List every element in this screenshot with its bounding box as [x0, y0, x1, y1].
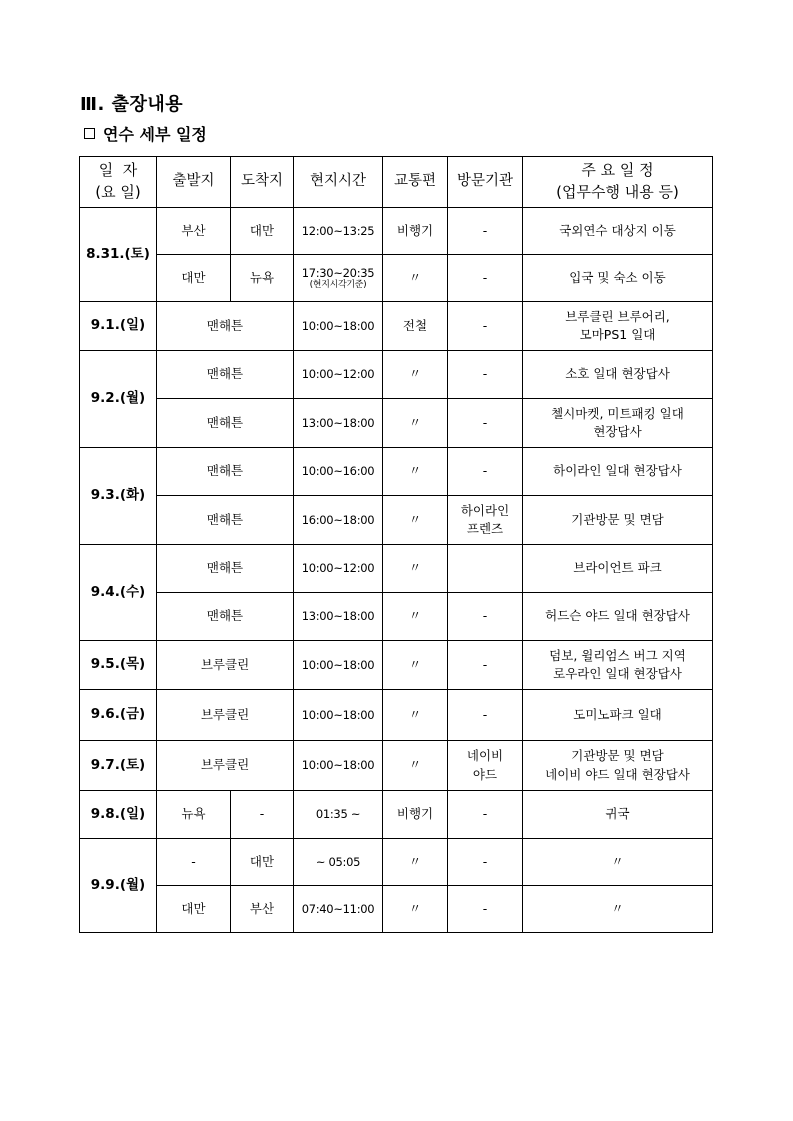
- transport-cell: 〃: [383, 886, 448, 933]
- time-cell: ~ 05:05: [294, 839, 383, 886]
- transport-cell: 〃: [383, 351, 448, 399]
- square-bullet-icon: [84, 128, 95, 139]
- date-cell: 9.8.(일): [80, 791, 157, 839]
- table-row: [80, 741, 713, 791]
- main-schedule-cell: 〃: [523, 886, 713, 933]
- place-cell: 브루클린: [157, 690, 294, 741]
- visit-cell: -: [448, 886, 523, 933]
- date-cell: 9.2.(월): [80, 351, 157, 448]
- departure-cell: -: [157, 839, 231, 886]
- arrival-cell: 대만: [231, 208, 294, 255]
- table-row: [80, 545, 713, 593]
- table-header-row: [80, 157, 713, 208]
- visit-cell: 네이비 야드: [448, 741, 523, 791]
- visit-cell: -: [448, 641, 523, 690]
- visit-cell: [448, 545, 523, 593]
- visit-cell: -: [448, 448, 523, 496]
- place-cell: 맨해튼: [157, 399, 294, 448]
- visit-cell: -: [448, 690, 523, 741]
- transport-cell: 〃: [383, 741, 448, 791]
- header-arrival: 도착지: [231, 157, 294, 208]
- time-cell: 13:00~18:00: [294, 399, 383, 448]
- main-schedule-cell: 〃: [523, 839, 713, 886]
- time-cell: 07:40~11:00: [294, 886, 383, 933]
- table-row: [80, 690, 713, 741]
- schedule-table: [79, 156, 713, 933]
- arrival-cell: 부산: [231, 886, 294, 933]
- visit-cell: -: [448, 791, 523, 839]
- subsection-title-text: 연수 세부 일정: [103, 125, 207, 144]
- main-schedule-cell: 국외연수 대상지 이동: [523, 208, 713, 255]
- place-cell: 맨해튼: [157, 593, 294, 641]
- visit-cell: -: [448, 302, 523, 351]
- time-cell: 17:30~20:35 (현지시각기준): [294, 255, 383, 302]
- place-cell: 브루클린: [157, 641, 294, 690]
- main-schedule-cell: 하이라인 일대 현장답사: [523, 448, 713, 496]
- main-schedule-cell: 브루클린 브루어리, 모마PS1 일대: [523, 302, 713, 351]
- visit-cell: 하이라인 프렌즈: [448, 496, 523, 545]
- main-schedule-cell: 귀국: [523, 791, 713, 839]
- header-main-schedule: 주 요 일 정 (업무수행 내용 등): [523, 157, 713, 208]
- transport-cell: 〃: [383, 448, 448, 496]
- departure-cell: 대만: [157, 255, 231, 302]
- time-note: (현지시각기준): [309, 280, 367, 291]
- time-cell: 13:00~18:00: [294, 593, 383, 641]
- transport-cell: 〃: [383, 690, 448, 741]
- place-cell: 맨해튼: [157, 496, 294, 545]
- arrival-cell: 뉴욕: [231, 255, 294, 302]
- subsection-title: [84, 122, 207, 145]
- table-row: [80, 351, 713, 399]
- visit-cell: -: [448, 399, 523, 448]
- main-schedule-cell: 입국 및 숙소 이동: [523, 255, 713, 302]
- time-cell: 10:00~12:00: [294, 351, 383, 399]
- time-cell: 10:00~18:00: [294, 302, 383, 351]
- table-row: [80, 496, 713, 545]
- table-row: [80, 641, 713, 690]
- transport-cell: 전철: [383, 302, 448, 351]
- time-cell: 10:00~18:00: [294, 641, 383, 690]
- header-local-time: 현지시간: [294, 157, 383, 208]
- main-schedule-cell: 기관방문 및 면담 네이비 야드 일대 현장답사: [523, 741, 713, 791]
- time-cell: 10:00~18:00: [294, 741, 383, 791]
- arrival-cell: -: [231, 791, 294, 839]
- place-cell: 맨해튼: [157, 448, 294, 496]
- departure-cell: 대만: [157, 886, 231, 933]
- section-title: Ⅲ. 출장내용: [80, 94, 184, 115]
- transport-cell: 〃: [383, 593, 448, 641]
- table-row: [80, 839, 713, 886]
- table-row: [80, 886, 713, 933]
- table-row: [80, 791, 713, 839]
- table-row: [80, 302, 713, 351]
- main-schedule-cell: 허드슨 야드 일대 현장답사: [523, 593, 713, 641]
- visit-cell: -: [448, 255, 523, 302]
- table-row: [80, 255, 713, 302]
- main-schedule-cell: 소호 일대 현장답사: [523, 351, 713, 399]
- transport-cell: 비행기: [383, 208, 448, 255]
- main-schedule-cell: 도미노파크 일대: [523, 690, 713, 741]
- table-row: [80, 208, 713, 255]
- transport-cell: 〃: [383, 641, 448, 690]
- visit-cell: -: [448, 593, 523, 641]
- header-date: 일 자 (요 일): [80, 157, 157, 208]
- table-row: [80, 448, 713, 496]
- time-cell: 12:00~13:25: [294, 208, 383, 255]
- header-transport: 교통편: [383, 157, 448, 208]
- date-cell: 9.7.(토): [80, 741, 157, 791]
- main-schedule-cell: 덤보, 윌리엄스 버그 지역 로우라인 일대 현장답사: [523, 641, 713, 690]
- transport-cell: 〃: [383, 255, 448, 302]
- table-row: [80, 593, 713, 641]
- date-cell: 9.5.(목): [80, 641, 157, 690]
- visit-cell: -: [448, 351, 523, 399]
- time-cell: 10:00~12:00: [294, 545, 383, 593]
- transport-cell: 〃: [383, 496, 448, 545]
- main-schedule-cell: 기관방문 및 면담: [523, 496, 713, 545]
- transport-cell: 〃: [383, 545, 448, 593]
- table-row: [80, 399, 713, 448]
- time-cell: 10:00~18:00: [294, 690, 383, 741]
- visit-cell: -: [448, 839, 523, 886]
- place-cell: 맨해튼: [157, 545, 294, 593]
- time-cell: 01:35 ~: [294, 791, 383, 839]
- time-cell: 16:00~18:00: [294, 496, 383, 545]
- header-departure: 출발지: [157, 157, 231, 208]
- place-cell: 맨해튼: [157, 351, 294, 399]
- main-schedule-cell: 첼시마켓, 미트패킹 일대 현장답사: [523, 399, 713, 448]
- transport-cell: 〃: [383, 839, 448, 886]
- transport-cell: 〃: [383, 399, 448, 448]
- date-cell: 9.3.(화): [80, 448, 157, 545]
- departure-cell: 뉴욕: [157, 791, 231, 839]
- header-visit-org: 방문기관: [448, 157, 523, 208]
- time-cell: 10:00~16:00: [294, 448, 383, 496]
- main-schedule-cell: 브라이언트 파크: [523, 545, 713, 593]
- place-cell: 맨해튼: [157, 302, 294, 351]
- date-cell: 8.31.(토): [80, 208, 157, 302]
- date-cell: 9.4.(수): [80, 545, 157, 641]
- transport-cell: 비행기: [383, 791, 448, 839]
- arrival-cell: 대만: [231, 839, 294, 886]
- departure-cell: 부산: [157, 208, 231, 255]
- date-cell: 9.1.(일): [80, 302, 157, 351]
- date-cell: 9.6.(금): [80, 690, 157, 741]
- date-cell: 9.9.(월): [80, 839, 157, 933]
- visit-cell: -: [448, 208, 523, 255]
- place-cell: 브루클린: [157, 741, 294, 791]
